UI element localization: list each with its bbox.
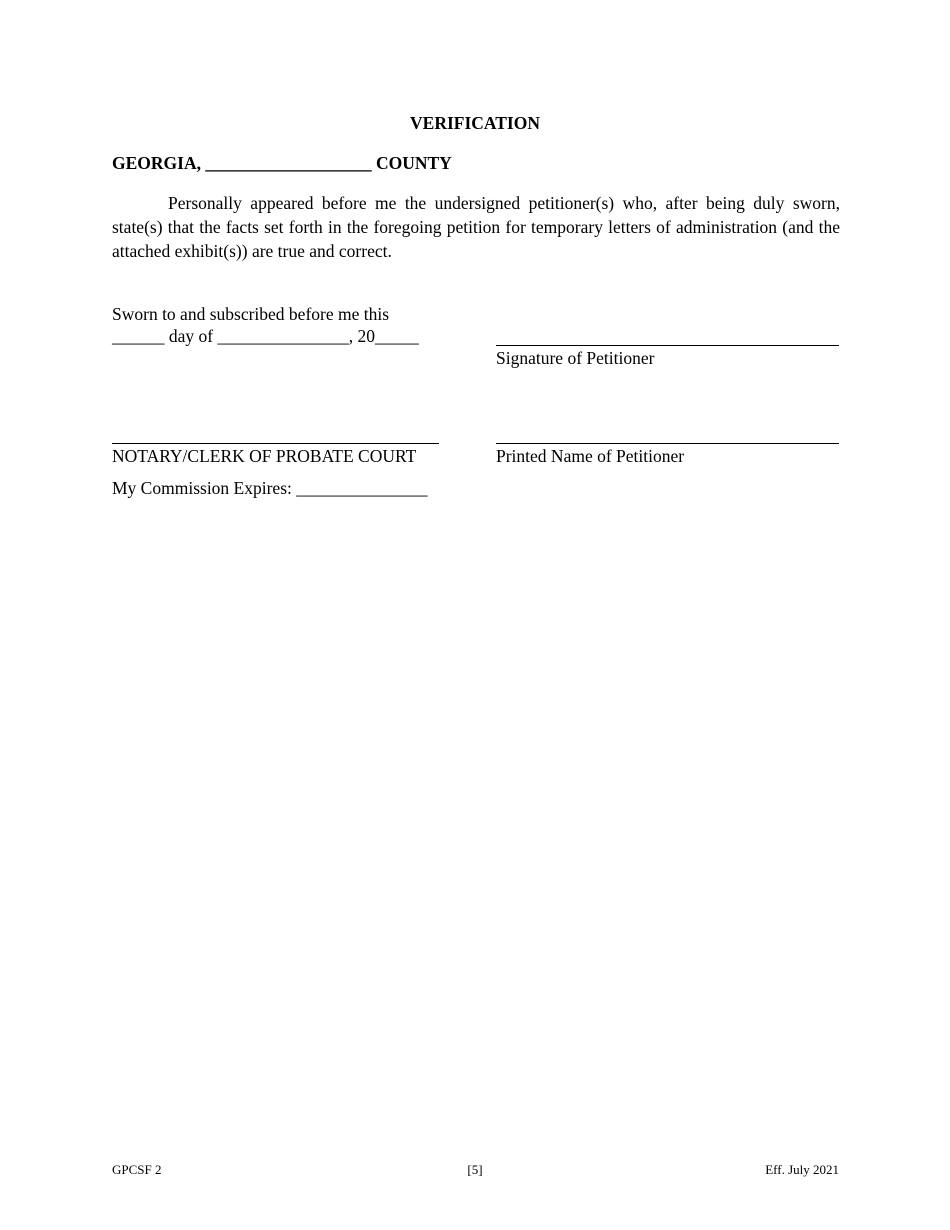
footer-form-id: GPCSF 2: [112, 1162, 162, 1177]
footer-page-number: [5]: [467, 1162, 483, 1177]
sworn-statement: Sworn to and subscribed before me this: [112, 304, 390, 324]
signature-label: Signature of Petitioner: [496, 348, 655, 368]
commission-expires-line: My Commission Expires: _______________: [112, 478, 428, 498]
county-line: GEORGIA, ___________________ COUNTY: [112, 153, 452, 173]
verification-paragraph: Personally appeared before me the undersigned petitioner(s) who, after being duly sworn, state(s) that the facts set forth in the foregoing petition for temporary letters of administration (and the attached exhibit(s)) are true and correct.: [112, 193, 840, 261]
footer-effective-date: Eff. July 2021: [765, 1162, 839, 1177]
sworn-date-line: ______ day of _______________, 20_____: [112, 326, 419, 346]
page-title: VERIFICATION: [410, 113, 540, 133]
printed-name-label: Printed Name of Petitioner: [496, 446, 685, 466]
notary-label: NOTARY/CLERK OF PROBATE COURT: [112, 446, 417, 466]
